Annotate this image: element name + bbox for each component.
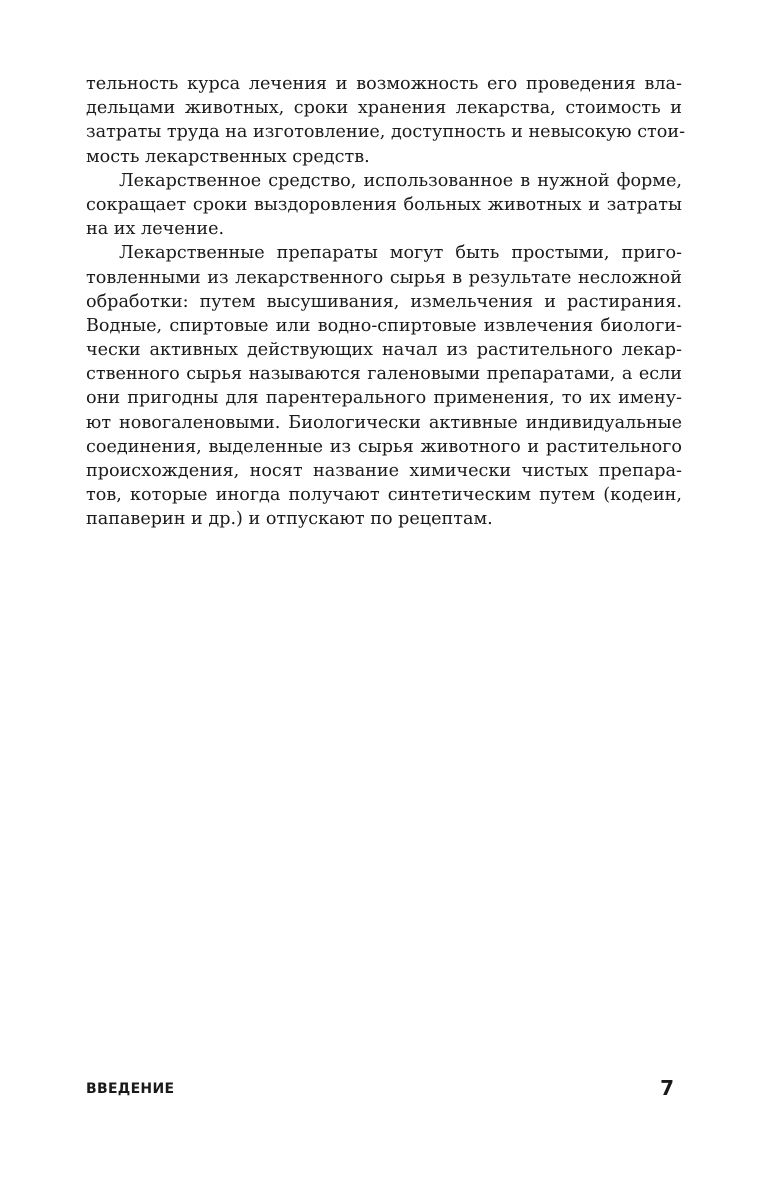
text-line: папаверин и др.) и отпускают по рецептам. [86, 509, 493, 530]
text-line: ют новогаленовыми. Биологически активные индивидуальные [86, 412, 682, 433]
text-line: происхождения, носят название химически чистых препара- [86, 461, 682, 481]
text-line: на их лечение. [86, 219, 225, 240]
page-number: 7 [660, 1076, 674, 1100]
text-line: Лекарственные препараты могут быть простыми, приго- [119, 243, 682, 264]
body-text [86, 72, 686, 532]
text-line: сокращает сроки выздоровления больных животных и затраты [86, 194, 682, 215]
text-line: чески активных действующих начал из растительного лекар- [86, 340, 682, 361]
running-footer-title: ВВЕДЕНИЕ [86, 1081, 175, 1097]
text-line: затраты труда на изготовление, доступность и невысокую стои- [86, 122, 686, 143]
text-line: они пригодны для парентерального применения, то их имену- [86, 388, 682, 409]
text-line: Водные, спиртовые или водно-спиртовые извлечения биологи- [86, 315, 682, 336]
text-line: ственного сырья называются галеновыми препаратами, а если [86, 364, 682, 385]
text-line: товленными из лекарственного сырья в результате несложной [86, 267, 682, 288]
text-line: тельность курса лечения и возможность его проведения вла- [86, 74, 682, 94]
text-line: дельцами животных, сроки хранения лекарства, стоимость и [86, 98, 682, 119]
text-line: мость лекарственных средств. [86, 146, 370, 167]
text-line: соединения, выделенные из сырья животного и растительного [86, 436, 682, 457]
text-line: тов, которые иногда получают синтетическим путем (кодеин, [86, 485, 682, 506]
text-line: обработки: путем высушивания, измельчения и растирания. [86, 291, 682, 312]
text-line: Лекарственное средство, использованное в нужной форме, [119, 170, 682, 191]
